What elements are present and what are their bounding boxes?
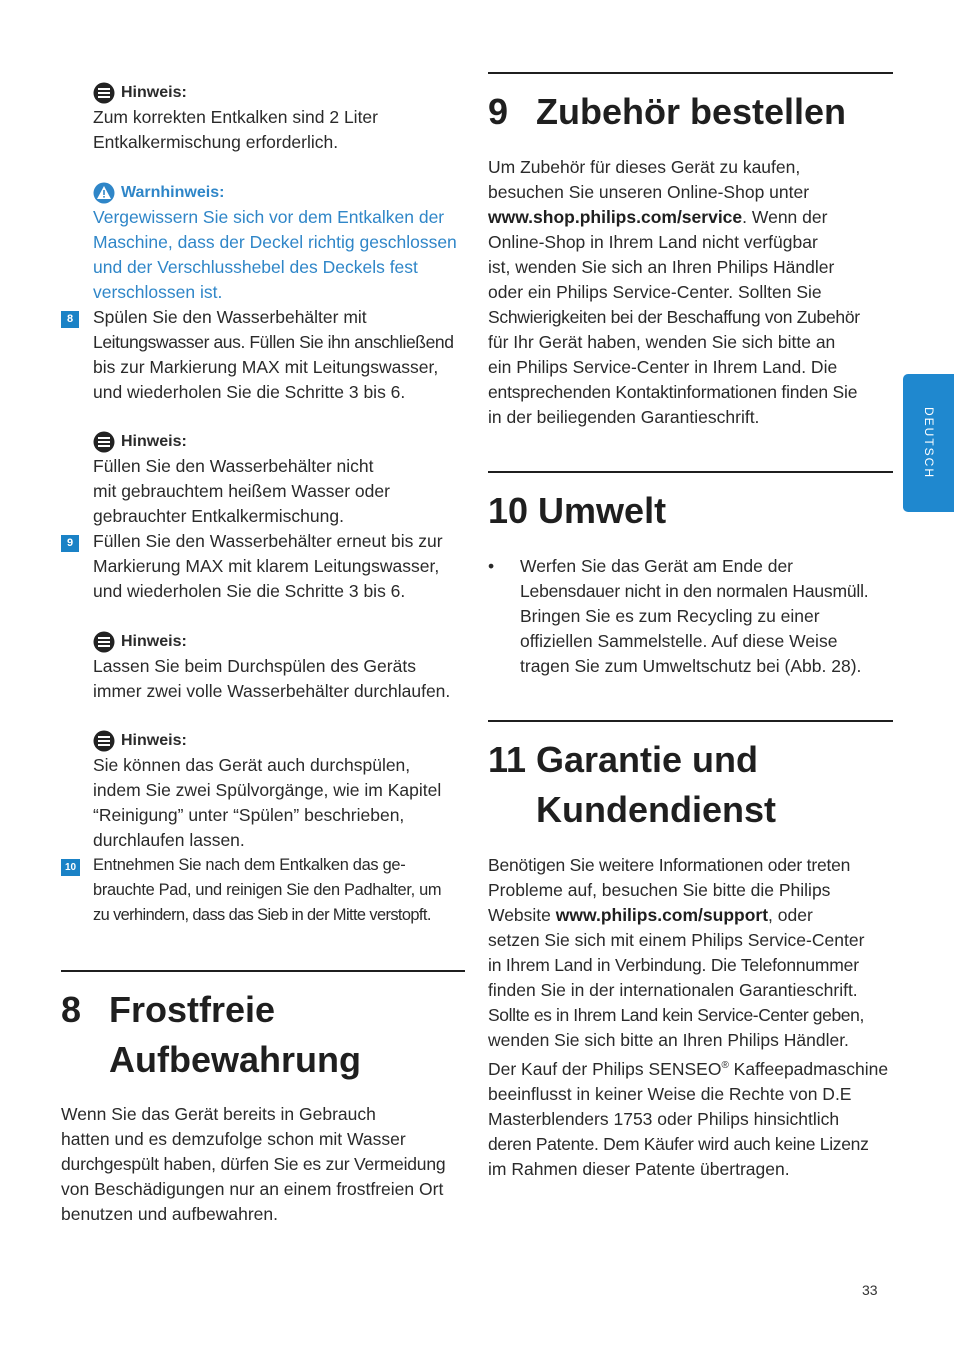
page-number: 33 <box>862 1282 878 1298</box>
step-10-text: Entnehmen Sie nach dem Entkalken das ge- brauchte Pad, und reinigen Sie den Padhalter, um zu verhindern, dass das Sieb in der Mitte verstopft. <box>93 856 442 924</box>
note-text: Sie können das Gerät auch durchspülen, indem Sie zwei Spülvorgänge, wie im Kapitel “Reinigung” unter “Spülen” beschrieben, durchlaufen lassen. <box>93 755 442 850</box>
step-number: 10 <box>61 859 80 876</box>
section-10-title: 10 Umwelt <box>488 490 667 531</box>
warning-text: Vergewissern Sie sich vor dem Entkalken der Maschine, dass der Deckel richtig geschlossen und der Verschlusshebel des Deckels fest verschlossen ist. <box>93 207 457 302</box>
section-11-number: 11 <box>488 739 527 780</box>
section-9-text: Um Zubehör für dieses Gerät zu kaufen, besuchen Sie unseren Online-Shop unter www.shop.philips.com/service. Wenn der Online-Shop in Ihrem Land nicht verfügbar ist, wenden Sie sich an Ihren Philips Händler oder ein Philips Service-Center. Sollten Sie Schwierigkeiten bei der Beschaffung von Zubehör für Ihr Gerät haben, wenden Sie sich bitte an ein Philips Service-Center in Ihrem Land. Die entsprechenden Kontaktinformationen finden Sie in der beiliegenden Garantieschrift. <box>488 157 860 427</box>
section-9-number: 9 <box>488 91 509 132</box>
warning-icon <box>93 182 115 204</box>
note-icon <box>93 82 115 104</box>
language-tab-label: DEUTSCH <box>921 406 936 480</box>
section-10-text: Werfen Sie das Gerät am Ende der Lebensdauer nicht in den normalen Hausmüll. Bringen Sie es zum Recycling zu einer offiziellen Sammelstelle. Auf diese Weise tragen Sie zum Umweltschutz bei (Abb. 28). <box>520 556 869 676</box>
shop-link[interactable]: www.shop.philips.com/service <box>488 207 743 227</box>
section-8-heading: 8 <box>61 989 82 1030</box>
section-11-text: Benötigen Sie weitere Informationen oder treten Probleme auf, besuchen Sie bitte die Philips Website www.philips.com/support, oder setzen Sie sich mit einem Philips Service-Center in Ihrem Land in Verbindung. Die Telefonnummer finden Sie in der internationalen Garantieschrift. Sollte es in Ihrem Land kein Service-Center geben, wenden Sie sich bitte an Ihren Philips Händler. Der Kauf der Philips SENSEO® Kaffeepadmaschine beeinflusst in keiner Weise die Rechte von D.E Masterblenders 1753 oder Philips hinsichtlich deren Patente. Dem Käufer wird auch keine Lizenz im Rahmen dieser Patente übertragen. <box>488 855 889 1179</box>
note-heading: Hinweis: <box>93 82 187 104</box>
section-9-title: Zubehör bestellen <box>536 91 847 132</box>
step-number: 8 <box>61 311 79 328</box>
note-heading: Hinweis: <box>93 631 187 653</box>
warning-heading: Warnhinweis: <box>93 182 224 204</box>
note-icon <box>93 431 115 453</box>
support-link[interactable]: www.philips.com/support <box>555 905 769 925</box>
step-number: 9 <box>61 535 79 552</box>
bullet: • <box>488 556 495 576</box>
section-8-text: Wenn Sie das Gerät bereits in Gebrauch hatten und es demzufolge schon mit Wasser durchgespült haben, dürfen Sie es zur Vermeidung von Beschädigungen nur an einem frostfreien Ort benutzen und aufbewahren. <box>61 1104 446 1224</box>
section-11-title: Garantie und Kundendienst <box>536 739 776 830</box>
section-8-title: Frostfreie Aufbewahrung <box>109 989 361 1080</box>
section-divider <box>488 720 893 722</box>
section-divider <box>488 72 893 74</box>
section-divider <box>488 471 893 473</box>
note-icon <box>93 730 115 752</box>
language-tab <box>903 374 954 512</box>
note-text: Zum korrekten Entkalken sind 2 Liter Entkalkermischung erforderlich. <box>93 107 378 152</box>
note-text: Füllen Sie den Wasserbehälter nicht mit gebrauchtem heißem Wasser oder gebrauchter Entkalkermischung. <box>93 456 390 526</box>
note-icon <box>93 631 115 653</box>
step-8-text: Spülen Sie den Wasserbehälter mit Leitungswasser aus. Füllen Sie ihn anschließend bis zur Markierung MAX mit Leitungswasser, und wiederholen Sie die Schritte 3 bis 6. <box>93 307 454 402</box>
step-9-text: Füllen Sie den Wasserbehälter erneut bis zur Markierung MAX mit klarem Leitungswasser, und wiederholen Sie die Schritte 3 bis 6. <box>93 531 443 601</box>
section-divider <box>61 970 465 972</box>
note-text: Lassen Sie beim Durchspülen des Geräts immer zwei volle Wasserbehälter durchlaufen. <box>93 656 451 701</box>
note-heading: Hinweis: <box>93 431 187 453</box>
note-heading: Hinweis: <box>93 730 187 752</box>
